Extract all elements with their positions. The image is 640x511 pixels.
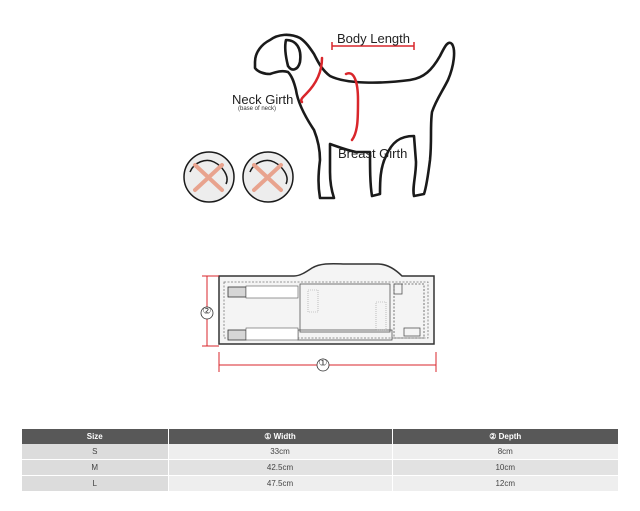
table-row [22, 444, 618, 460]
neck-girth-label: Neck Girth [232, 92, 294, 107]
header-size: Size [22, 429, 168, 444]
depth-marker: ② [202, 306, 212, 317]
depth-cell: 12cm [392, 476, 618, 492]
table-row [22, 476, 618, 492]
neck-girth-note: (base of neck) [238, 106, 277, 112]
breast-girth-marker [346, 73, 358, 140]
size-table [22, 429, 618, 492]
breast-girth-label: Breast Girth [338, 146, 408, 161]
size-cell: M [22, 460, 168, 476]
depth-cell: 8cm [392, 444, 618, 460]
product-outline [219, 264, 434, 344]
depth-cell: 10cm [392, 460, 618, 476]
wrong-position-example-2 [243, 152, 293, 202]
width-cell: 42.5cm [168, 460, 392, 476]
size-cell: S [22, 444, 168, 460]
header-depth: ② Depth [392, 429, 618, 444]
width-marker: ① [318, 358, 328, 369]
size-cell: L [22, 476, 168, 492]
width-cell: 33cm [168, 444, 392, 460]
body-length-label: Body Length [337, 31, 411, 46]
wrong-position-example-1 [184, 152, 234, 202]
width-cell: 47.5cm [168, 476, 392, 492]
size-table-header [22, 429, 618, 444]
header-width: ① Width [168, 429, 392, 444]
table-row [22, 460, 618, 476]
